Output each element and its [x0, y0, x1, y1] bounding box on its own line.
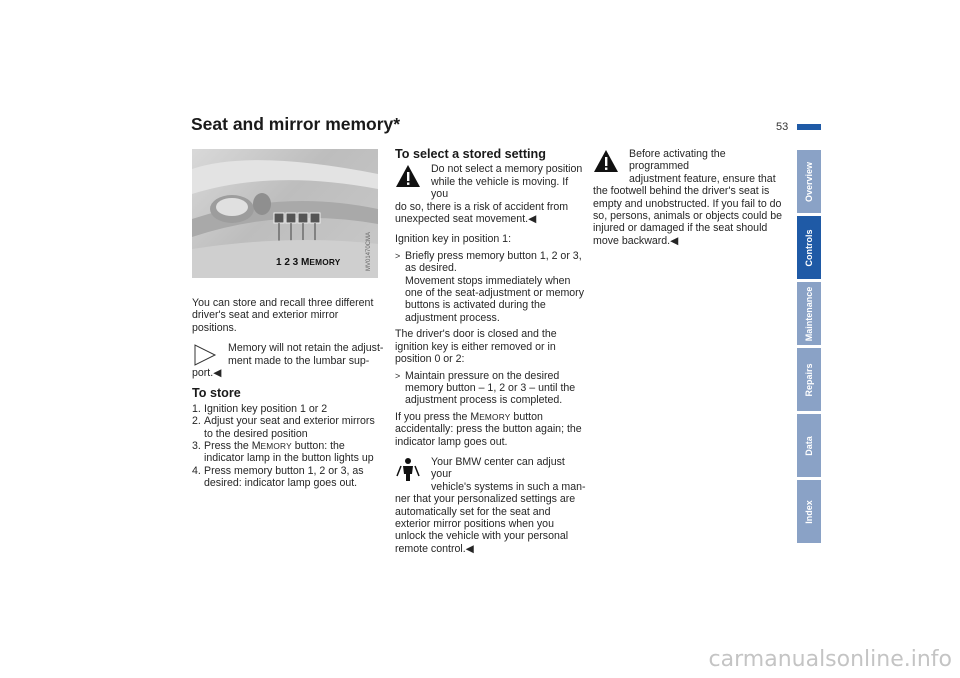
list-item: 2. Adjust your seat and exterior mirrors to the desired position: [192, 415, 375, 440]
tab-controls[interactable]: Controls: [797, 216, 821, 279]
bullet-list-1: [395, 250, 587, 324]
to-store-heading: To store: [192, 386, 241, 401]
column-2: [395, 148, 587, 560]
note-triangle-icon: [192, 342, 218, 368]
ignition-paragraph: Ignition key in position 1:: [395, 233, 512, 246]
tab-repairs[interactable]: Repairs: [797, 348, 821, 411]
warning-text-1: Do not select a memory position: [431, 163, 583, 176]
tab-maintenance[interactable]: Maintenance: [797, 282, 821, 345]
store-steps-list: [192, 403, 384, 490]
tip-text-1: Your BMW center can adjust your: [431, 455, 565, 481]
note-text-2: ment made to the lumbar sup-: [228, 354, 370, 367]
list-item: > Maintain pressure on the desired memory button – 1, 2 or 3 – until the adjustment process is completed.: [395, 369, 576, 407]
list-item: 3. Press the MEMORY button: the indicator lamp in the button lights up: [192, 440, 374, 465]
door-paragraph: The driver's door is closed and the ignition key is either removed or in position 0 or 2:: [395, 328, 557, 366]
intro-paragraph: You can store and recall three different driver's seat and exterior mirror positions.: [192, 297, 374, 334]
note-text-1: Memory will not retain the adjust-: [228, 342, 384, 355]
select-setting-heading: To select a stored setting: [395, 147, 546, 161]
warning-text-2: while the vehicle is moving. If you: [431, 175, 569, 201]
warning-text-2: adjustment feature, ensure that: [629, 172, 776, 185]
tip-block: [395, 456, 587, 555]
bullet-list-2: [395, 370, 587, 407]
tab-index[interactable]: Index: [797, 480, 821, 543]
note-text-3: port.◀: [192, 367, 222, 380]
figure-code: MV01470CMA: [366, 231, 372, 271]
warning-block: [593, 148, 785, 247]
column-1: [192, 297, 384, 490]
seat-memory-photo: [192, 149, 378, 278]
tab-overview[interactable]: Overview: [797, 150, 821, 213]
tab-data[interactable]: Data: [797, 414, 821, 477]
bullet-icon: >: [395, 250, 401, 261]
accidental-paragraph: If you press the MEMORY button accidentally: press the button again; the indicator lamp goes out.: [395, 410, 582, 448]
list-item: 1. Ignition key position 1 or 2: [192, 402, 328, 415]
page-title: Seat and mirror memory*: [191, 114, 401, 134]
note-block: [192, 342, 384, 379]
warning-icon: [593, 148, 619, 174]
bullet-icon: >: [395, 370, 401, 381]
watermark: carmanualsonline.info: [708, 647, 952, 672]
list-item: 4. Press memory button 1, 2 or 3, as desired: indicator lamp goes out.: [192, 464, 364, 490]
service-person-icon: [395, 456, 421, 482]
figure-labels: 1 2 3 MEMORY: [276, 257, 341, 268]
column-3: [593, 148, 785, 252]
tip-text-3: ner that your personalized settings are automatically set for the seat and exterior mirror positions when you unlock the vehicle with your personal remote control.◀: [395, 493, 576, 555]
warning-text-3: do so, there is a risk of accident from unexpected seat movement.◀: [395, 200, 569, 226]
warning-icon: [395, 163, 421, 189]
page-number: 53: [776, 121, 789, 133]
list-item: > Briefly press memory button 1, 2 or 3, as desired. Movement stops immediately when one of the seat-adjustment or memory buttons is activated during the adjustment process.: [395, 249, 585, 324]
warning-text-3: the footwell behind the driver's seat is empty and unobstructed. If you fail to do so, persons, animals or objects could be injured or damaged if the seat should move backward.◀: [593, 185, 783, 247]
warning-text-1: Before activating the programmed: [629, 148, 726, 173]
warning-block: [395, 163, 587, 225]
section-tabs: [797, 150, 821, 546]
page-number-bar: [797, 124, 821, 130]
tip-text-2: vehicle's systems in such a man-: [431, 480, 586, 493]
